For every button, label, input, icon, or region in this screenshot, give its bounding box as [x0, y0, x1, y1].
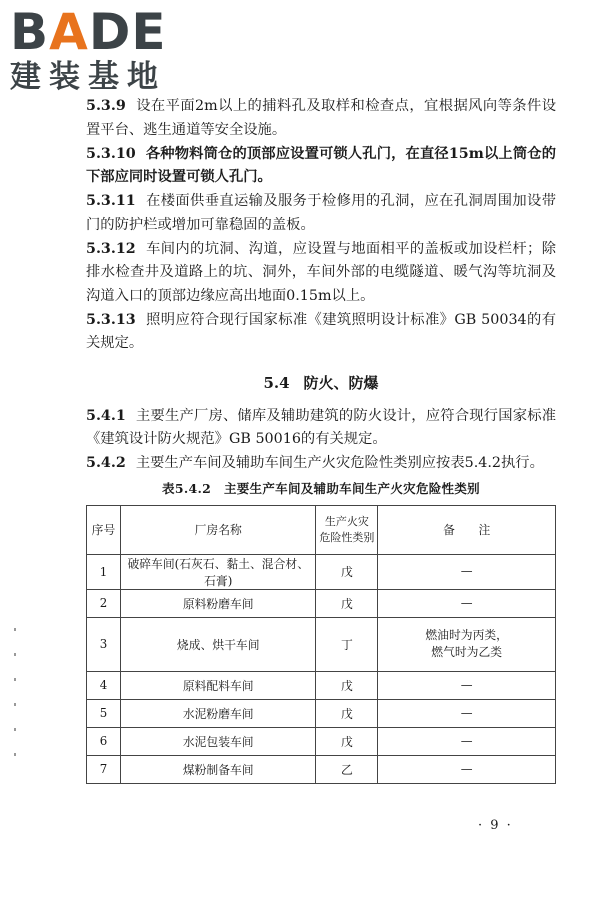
bade-logo [10, 3, 180, 95]
binding-marks [14, 628, 18, 778]
row-no: 6 [87, 727, 121, 755]
table-header-row [87, 505, 556, 554]
row-name: 破碎车间(石灰石、黏土、混合材、石膏) [120, 554, 316, 589]
table-row [87, 699, 556, 727]
header-no: 序号 [87, 505, 121, 554]
clause-5-3-10: 5.3.10 各种物料筒仓的顶部应设置可锁人孔门，在直径15m以上筒仓的下部应同时设置可锁人孔门。 [86, 145, 556, 185]
row-note: — [378, 755, 556, 783]
header-note: 备 注 [378, 505, 556, 554]
row-category: 戊 [316, 727, 378, 755]
header-category: 生产火灾 危险性类别 [316, 505, 378, 554]
table-row [87, 671, 556, 699]
row-category: 乙 [316, 755, 378, 783]
table-row [87, 727, 556, 755]
table-row [87, 554, 556, 589]
table-caption: 表5.4.2 主要生产车间及辅助车间生产火灾危险性类别 [162, 480, 480, 496]
clause-5-4-1: 5.4.1 主要生产厂房、储库及辅助建筑的防火设计，应符合现行国家标准《建筑设计防火规范》GB 50016的有关规定。 [86, 407, 556, 447]
clause-5-3-11: 5.3.11 在楼面供垂直运输及服务于检修用的孔洞，应在孔洞周围加设带门的防护栏或增加可靠稳固的盖板。 [86, 193, 556, 233]
logo-wordmark: BADE [10, 3, 167, 61]
row-no: 7 [87, 755, 121, 783]
row-name: 水泥粉磨车间 [120, 699, 316, 727]
row-note: — [378, 554, 556, 589]
clause-5-3-12: 5.3.12 车间内的坑洞、沟道，应设置与地面相平的盖板或加设栏杆；除排水检查井及道路上的坑、洞外，车间外部的电缆隧道、暖气沟等坑洞及沟道入口的顶部边缘应高出地面0.15m以上。 [86, 240, 556, 304]
fire-hazard-table [86, 505, 556, 784]
row-note: — [378, 727, 556, 755]
row-no: 4 [87, 671, 121, 699]
row-note: — [378, 589, 556, 617]
row-no: 1 [87, 554, 121, 589]
row-note: — [378, 699, 556, 727]
row-name: 煤粉制备车间 [120, 755, 316, 783]
document-body [86, 95, 556, 784]
logo-chinese: 建装基地 [10, 59, 166, 95]
row-category: 戊 [316, 699, 378, 727]
header-name: 厂房名称 [120, 505, 316, 554]
row-name: 原料粉磨车间 [120, 589, 316, 617]
row-note: 燃油时为丙类， 燃气时为乙类 [378, 617, 556, 671]
row-note: — [378, 671, 556, 699]
table-row [87, 755, 556, 783]
row-no: 5 [87, 699, 121, 727]
row-name: 水泥包装车间 [120, 727, 316, 755]
row-category: 丁 [316, 617, 378, 671]
section-title: 5.4 防火、防爆 [263, 373, 379, 392]
row-name: 烧成、烘干车间 [120, 617, 316, 671]
row-no: 3 [87, 617, 121, 671]
row-name: 原料配料车间 [120, 671, 316, 699]
page-number: · 9 · [478, 818, 513, 833]
clause-5-3-13: 5.3.13 照明应符合现行国家标准《建筑照明设计标准》GB 50034的有关规定。 [86, 311, 556, 351]
row-category: 戊 [316, 589, 378, 617]
row-category: 戊 [316, 671, 378, 699]
clause-5-4-2: 5.4.2 主要生产车间及辅助车间生产火灾危险性类别应按表5.4.2执行。 [86, 455, 544, 471]
table-row [87, 617, 556, 671]
row-no: 2 [87, 589, 121, 617]
table-row [87, 589, 556, 617]
clause-5-3-9: 5.3.9 设在平面2m以上的捕料孔及取样和检查点，宜根据风向等条件设置平台、逃生通道等安全设施。 [86, 98, 556, 138]
row-category: 戊 [316, 554, 378, 589]
